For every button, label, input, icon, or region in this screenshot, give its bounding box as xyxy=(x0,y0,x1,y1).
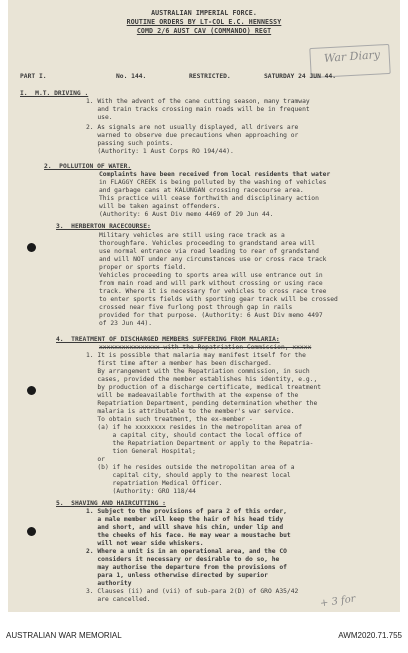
section-3-title: 3. HERBERTON RACECOURSE: xyxy=(56,223,151,230)
section-4-line: will be madeavailable forthwith at the expense of the xyxy=(86,392,299,399)
part-label: PART I. xyxy=(20,73,47,80)
section-3-line: use normal entrance via road leading to rear of grandstand xyxy=(99,248,319,255)
punch-hole xyxy=(27,527,36,536)
section-5-line: are cancelled. xyxy=(86,596,151,603)
section-5-line: 1. Subject to the provisions of para 2 of this order, xyxy=(86,508,287,515)
section-3-line: provided for that purpose. (Authority: 6 Aust Div memo 4497 xyxy=(99,312,323,319)
handwritten-initials: + 3 for xyxy=(319,593,357,610)
section-4-line: malaria is attributable to the member's war service. xyxy=(86,408,295,415)
section-1-line: passing such points. xyxy=(86,140,174,147)
section-3-line: crossed near five furlong post through gap in rails xyxy=(99,304,293,311)
section-4-line: (b) if he resides outside the metropolitan area of a xyxy=(86,464,295,471)
header-line-2: ROUTINE ORDERS BY LT-COL E.C. HENNESSY xyxy=(126,18,282,26)
section-1-title: I. M.T. DRIVING . xyxy=(20,90,89,97)
section-5-line: para 1, unless otherwise directed by superior xyxy=(86,572,268,579)
section-4-line: or xyxy=(86,456,105,463)
section-2-line: in FLAGGY CREEK is being polluted by the washing of vehicles xyxy=(99,179,327,186)
section-1-line: warned to observe due precautions when approaching or xyxy=(86,132,299,139)
section-1-line: use. xyxy=(86,114,113,121)
section-4-strikethrough: xxxxxxxxxxxxxxxx with the Repatriation Commission, xxxxx xyxy=(99,344,312,351)
section-2-line: will be taken against offenders. xyxy=(99,203,221,210)
section-4-line: capital city, should apply to the nearest local xyxy=(86,472,291,479)
section-4-line: To obtain such treatment, the ex-member - xyxy=(86,416,253,423)
section-5-line: the cheeks of his face. He may wear a moustache but xyxy=(86,532,291,539)
section-4-line: cases, provided the member establishes his identity, e.g., xyxy=(86,376,318,383)
section-4-title: 4. TREATMENT OF DISCHARGED MEMBERS SUFFERING FROM MALARIA: xyxy=(56,336,280,343)
section-5-line: considers it necessary or desirable to do so, he xyxy=(86,556,280,563)
section-2-line: (Authority: 6 Aust Div memo 4469 of 29 Jun 44. xyxy=(99,211,274,218)
section-4-line: (Authority: GRO 118/44 xyxy=(86,488,196,495)
section-4-line: tion General Hospital; xyxy=(86,448,196,455)
section-1-line: (Authority: 1 Aust Corps RO 194/44). xyxy=(86,148,234,155)
section-5-line: and short, and will shave his chin, under lip and xyxy=(86,524,284,531)
section-3-line: of 23 Jun 44). xyxy=(99,320,153,327)
section-3-line: to enter sports fields with sporting gear track will be crossed xyxy=(99,296,338,303)
section-5-line: a male member will keep the hair of his head tidy xyxy=(86,516,284,523)
section-4-line: a capital city, should contact the local office of xyxy=(86,432,303,439)
header-line-1: AUSTRALIAN IMPERIAL FORCE. xyxy=(151,9,257,17)
section-1-line: 2. As signals are not usually displayed, all drivers are xyxy=(86,124,299,131)
war-diary-handwriting: War Diary xyxy=(323,48,381,65)
section-5-line: 3. Clauses (ii) and (vii) of sub-para 2(D) of GRO A35/42 xyxy=(86,588,299,595)
section-2-line: This practice will cease forthwith and disciplinary action xyxy=(99,195,319,202)
section-5-line: may authorise the departure from the provisions of xyxy=(86,564,287,571)
section-2-line: Complaints have been received from local residents that water xyxy=(99,171,331,178)
punch-hole xyxy=(27,243,36,252)
order-date: SATURDAY 24 JUN 44. xyxy=(264,73,337,80)
section-4-line: Repatriation Department, pending determination whether the xyxy=(86,400,318,407)
section-5-line: authority xyxy=(86,580,132,587)
section-3-line: track. Where it is necessary for vehicles to cross race tree xyxy=(99,288,327,295)
section-3-line: thoroughfare. Vehicles proceeding to grandstand area will xyxy=(99,240,316,247)
classification: RESTRICTED. xyxy=(189,73,231,80)
section-5-line: 2. Where a unit is in an operational area, and the CO xyxy=(86,548,287,555)
archive-name: AUSTRALIAN WAR MEMORIAL xyxy=(6,631,122,640)
section-4-line: By arrangement with the Repatriation commission, in such xyxy=(86,368,310,375)
section-4-line: 1. It is possible that malaria may manifest itself for the xyxy=(86,352,306,359)
section-3-line: proper or sports field. xyxy=(99,264,187,271)
header-line-3: COMD 2/6 AUST CAV (COMMANDO) REGT xyxy=(136,27,272,35)
section-5-line: will not wear side whiskers. xyxy=(86,540,204,547)
section-3-line: Military vehicles are still using race track as a xyxy=(99,232,285,239)
accession-number: AWM2020.71.755 xyxy=(338,631,402,640)
section-3-line: from main road and will park without crossing or using race xyxy=(99,280,323,287)
archive-footer xyxy=(0,612,408,653)
section-4-line: by production of a discharge certificate, medical treatment xyxy=(86,384,322,391)
section-3-line: and will NOT under any circumstances use or cross race track xyxy=(99,256,327,263)
section-4-line: the Repatriation Department or apply to the Repatria- xyxy=(86,440,314,447)
section-4-line: first time after a member has been discharged. xyxy=(86,360,272,367)
section-1-line: 1. With the advent of the cane cutting season, many tramway xyxy=(86,98,310,105)
order-number: No. 144. xyxy=(116,73,147,80)
section-5-title: 5. SHAVING AND HAIRCUTTING : xyxy=(56,500,166,507)
section-2-title: 2. POLLUTION OF WATER. xyxy=(44,163,132,170)
section-3-line: Vehicles proceeding to sports area will use entrance out in xyxy=(99,272,323,279)
document-page xyxy=(8,0,400,612)
section-1-line: and train tracks crossing main roads will be in frequent xyxy=(86,106,310,113)
section-4-line: repatriation Medical Officer. xyxy=(86,480,223,487)
punch-hole xyxy=(27,386,36,395)
section-2-line: and garbage cans at KALUNGAN crossing racecourse area. xyxy=(99,187,304,194)
section-4-line: (a) if he xxxxxxxx resides in the metropolitan area of xyxy=(86,424,303,431)
